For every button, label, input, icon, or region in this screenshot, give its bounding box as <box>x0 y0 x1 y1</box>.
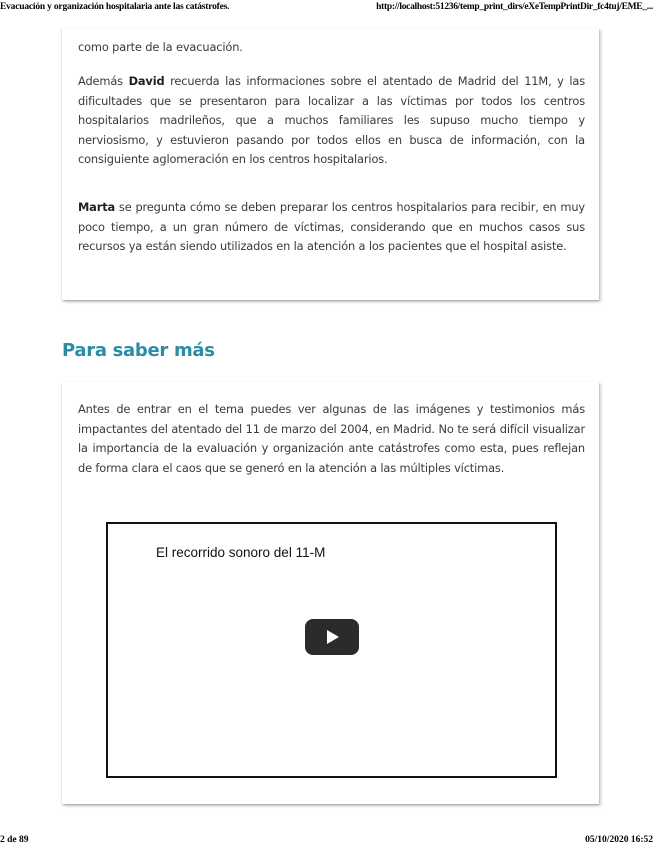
paragraph-text: Además <box>78 74 129 88</box>
paragraph-marta <box>78 198 585 257</box>
name-marta: Marta <box>78 200 116 214</box>
paragraph-text: como parte de la evacuación. <box>78 40 243 54</box>
play-button[interactable] <box>305 619 359 655</box>
print-date: 05/10/2020 16:52 <box>585 835 653 845</box>
content-card-more <box>62 382 599 804</box>
paragraph-david <box>78 72 585 170</box>
play-icon <box>323 628 341 646</box>
video-embed[interactable] <box>106 522 557 778</box>
paragraph-text: recuerda las informaciones sobre el atentado de Madrid del 11M, y las dificultades que se presentaron para localizar a las víctimas por todos los centros hospitalarios madrileños, que a muchos familiares les supuso mucho tiempo y nerviosismo, y estuvieron pasando por todos ellos en busca de información, con la consiguiente aglomeración en los centros hospitalarios. <box>78 74 586 167</box>
name-david: David <box>128 74 165 88</box>
paragraph-intro: Antes de entrar en el tema puedes ver algunas de las imágenes y testimonios más impactantes del atentado del 11 de marzo del 2004, en Madrid. No te será difícil visualizar la importancia de la evaluación y organización ante catástrofes como esta, pues reflejan de forma clara el caos que se generó en la atención a las múltiples víctimas. <box>78 402 585 475</box>
print-header <box>0 0 655 16</box>
document-url: http://localhost:51236/temp_print_dirs/eXeTempPrintDir_fc4tuj/EME_... <box>376 2 653 12</box>
paragraph-evacuation <box>78 38 585 58</box>
paragraph-text: se pregunta cómo se deben preparar los centros hospitalarios para recibir, en muy poco tiempo, a un gran número de víctimas, considerando que en muchos casos sus recursos ya están siendo utilizados en la atención a los pacientes que el hospital asiste. <box>78 200 585 254</box>
page-number: 2 de 89 <box>0 835 29 845</box>
content-card <box>62 28 599 300</box>
document-title: Evacuación y organización hospitalaria ante las catástrofes. <box>0 2 230 12</box>
print-footer <box>0 833 655 848</box>
video-title[interactable]: El recorrido sonoro del 11-M <box>156 545 326 560</box>
section-title: Para saber más <box>62 340 215 361</box>
